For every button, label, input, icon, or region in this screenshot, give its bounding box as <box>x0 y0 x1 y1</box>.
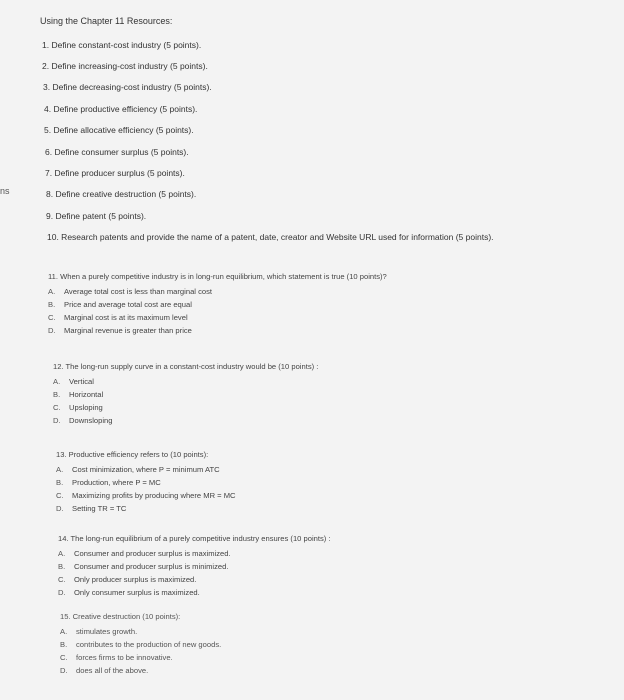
option-text: Average total cost is less than marginal cost <box>64 287 213 296</box>
option-text: Consumer and producer surplus is minimized. <box>74 562 229 571</box>
answer-option <box>56 463 236 476</box>
answer-option <box>53 401 318 414</box>
question-stem: 15. Creative destruction (10 points): <box>60 612 181 621</box>
option-letter: C. <box>48 313 56 322</box>
definition-item: 5. Define allocative efficiency (5 points). <box>44 125 194 135</box>
answer-option <box>48 285 387 298</box>
cropped-edge-text: ns <box>0 186 10 196</box>
question-15 <box>60 612 221 677</box>
option-text: forces firms to be innovative. <box>76 653 173 662</box>
answer-option <box>48 311 387 324</box>
question-stem: 14. The long-run equilibrium of a purely competitive industry ensures (10 points) : <box>58 534 331 543</box>
answer-option <box>56 502 236 515</box>
option-text: Cost minimization, where P = minimum ATC <box>72 465 220 474</box>
option-letter: C. <box>56 491 64 500</box>
definition-item: 9. Define patent (5 points). <box>46 211 147 221</box>
answer-option <box>58 586 331 599</box>
definition-item: 3. Define decreasing-cost industry (5 points). <box>43 82 212 92</box>
option-text: does all of the above. <box>76 666 149 675</box>
answer-option <box>58 560 331 573</box>
answer-option <box>53 388 318 401</box>
question-11 <box>48 272 387 337</box>
answer-option <box>60 651 221 664</box>
answer-option <box>56 476 236 489</box>
option-text: Maximizing profits by producing where MR = MC <box>72 491 236 500</box>
question-stem: 13. Productive efficiency refers to (10 points): <box>56 450 209 459</box>
option-text: Horizontal <box>69 390 104 399</box>
definition-item: 1. Define constant-cost industry (5 points). <box>42 40 202 50</box>
option-letter: B. <box>58 562 66 571</box>
option-text: contributes to the production of new goods. <box>76 640 222 649</box>
answer-option <box>53 375 318 388</box>
option-letter: A. <box>53 377 61 386</box>
answer-option <box>48 298 387 311</box>
option-text: Marginal cost is at its maximum level <box>64 313 188 322</box>
option-text: stimulates growth. <box>76 627 138 636</box>
answer-option <box>60 664 221 677</box>
answer-option <box>58 573 331 586</box>
option-text: Only consumer surplus is maximized. <box>74 588 200 597</box>
option-letter: B. <box>56 478 64 487</box>
option-letter: A. <box>56 465 64 474</box>
option-text: Downsloping <box>69 416 113 425</box>
definition-item: 8. Define creative destruction (5 points). <box>46 189 197 199</box>
answer-option <box>53 414 318 427</box>
option-letter: D. <box>56 504 64 513</box>
option-letter: A. <box>60 627 68 636</box>
option-text: Marginal revenue is greater than price <box>64 326 192 335</box>
question-stem: 11. When a purely competitive industry is in long-run equilibrium, which statement is true (10 points)? <box>48 272 387 281</box>
option-letter: D. <box>58 588 66 597</box>
answer-option <box>56 489 236 502</box>
option-text: Production, where P = MC <box>72 478 161 487</box>
answer-option <box>60 625 221 638</box>
question-12 <box>53 362 318 427</box>
option-letter: C. <box>58 575 66 584</box>
option-letter: D. <box>48 326 56 335</box>
definition-item: 2. Define increasing-cost industry (5 points). <box>42 61 208 71</box>
question-13 <box>56 450 236 515</box>
answer-option <box>48 324 387 337</box>
option-letter: C. <box>53 403 61 412</box>
definition-item: 4. Define productive efficiency (5 points). <box>44 104 198 114</box>
answer-option <box>60 638 221 651</box>
question-stem: 12. The long-run supply curve in a constant-cost industry would be (10 points) : <box>53 362 319 371</box>
option-letter: C. <box>60 653 68 662</box>
option-letter: A. <box>58 549 66 558</box>
option-text: Price and average total cost are equal <box>64 300 192 309</box>
option-letter: D. <box>60 666 68 675</box>
option-letter: B. <box>53 390 61 399</box>
definition-item: 10. Research patents and provide the name of a patent, date, creator and Website URL used for information (5 points). <box>47 232 494 242</box>
answer-option <box>58 547 331 560</box>
option-letter: A. <box>48 287 56 296</box>
definition-item: 7. Define producer surplus (5 points). <box>45 168 185 178</box>
question-14 <box>58 534 331 599</box>
option-text: Setting TR = TC <box>72 504 127 513</box>
option-text: Upsloping <box>69 403 103 412</box>
option-letter: D. <box>53 416 61 425</box>
heading: Using the Chapter 11 Resources: <box>40 16 173 26</box>
option-text: Consumer and producer surplus is maximized. <box>74 549 231 558</box>
definition-item: 6. Define consumer surplus (5 points). <box>45 147 189 157</box>
option-text: Vertical <box>69 377 94 386</box>
option-letter: B. <box>48 300 56 309</box>
option-text: Only producer surplus is maximized. <box>74 575 197 584</box>
option-letter: B. <box>60 640 68 649</box>
